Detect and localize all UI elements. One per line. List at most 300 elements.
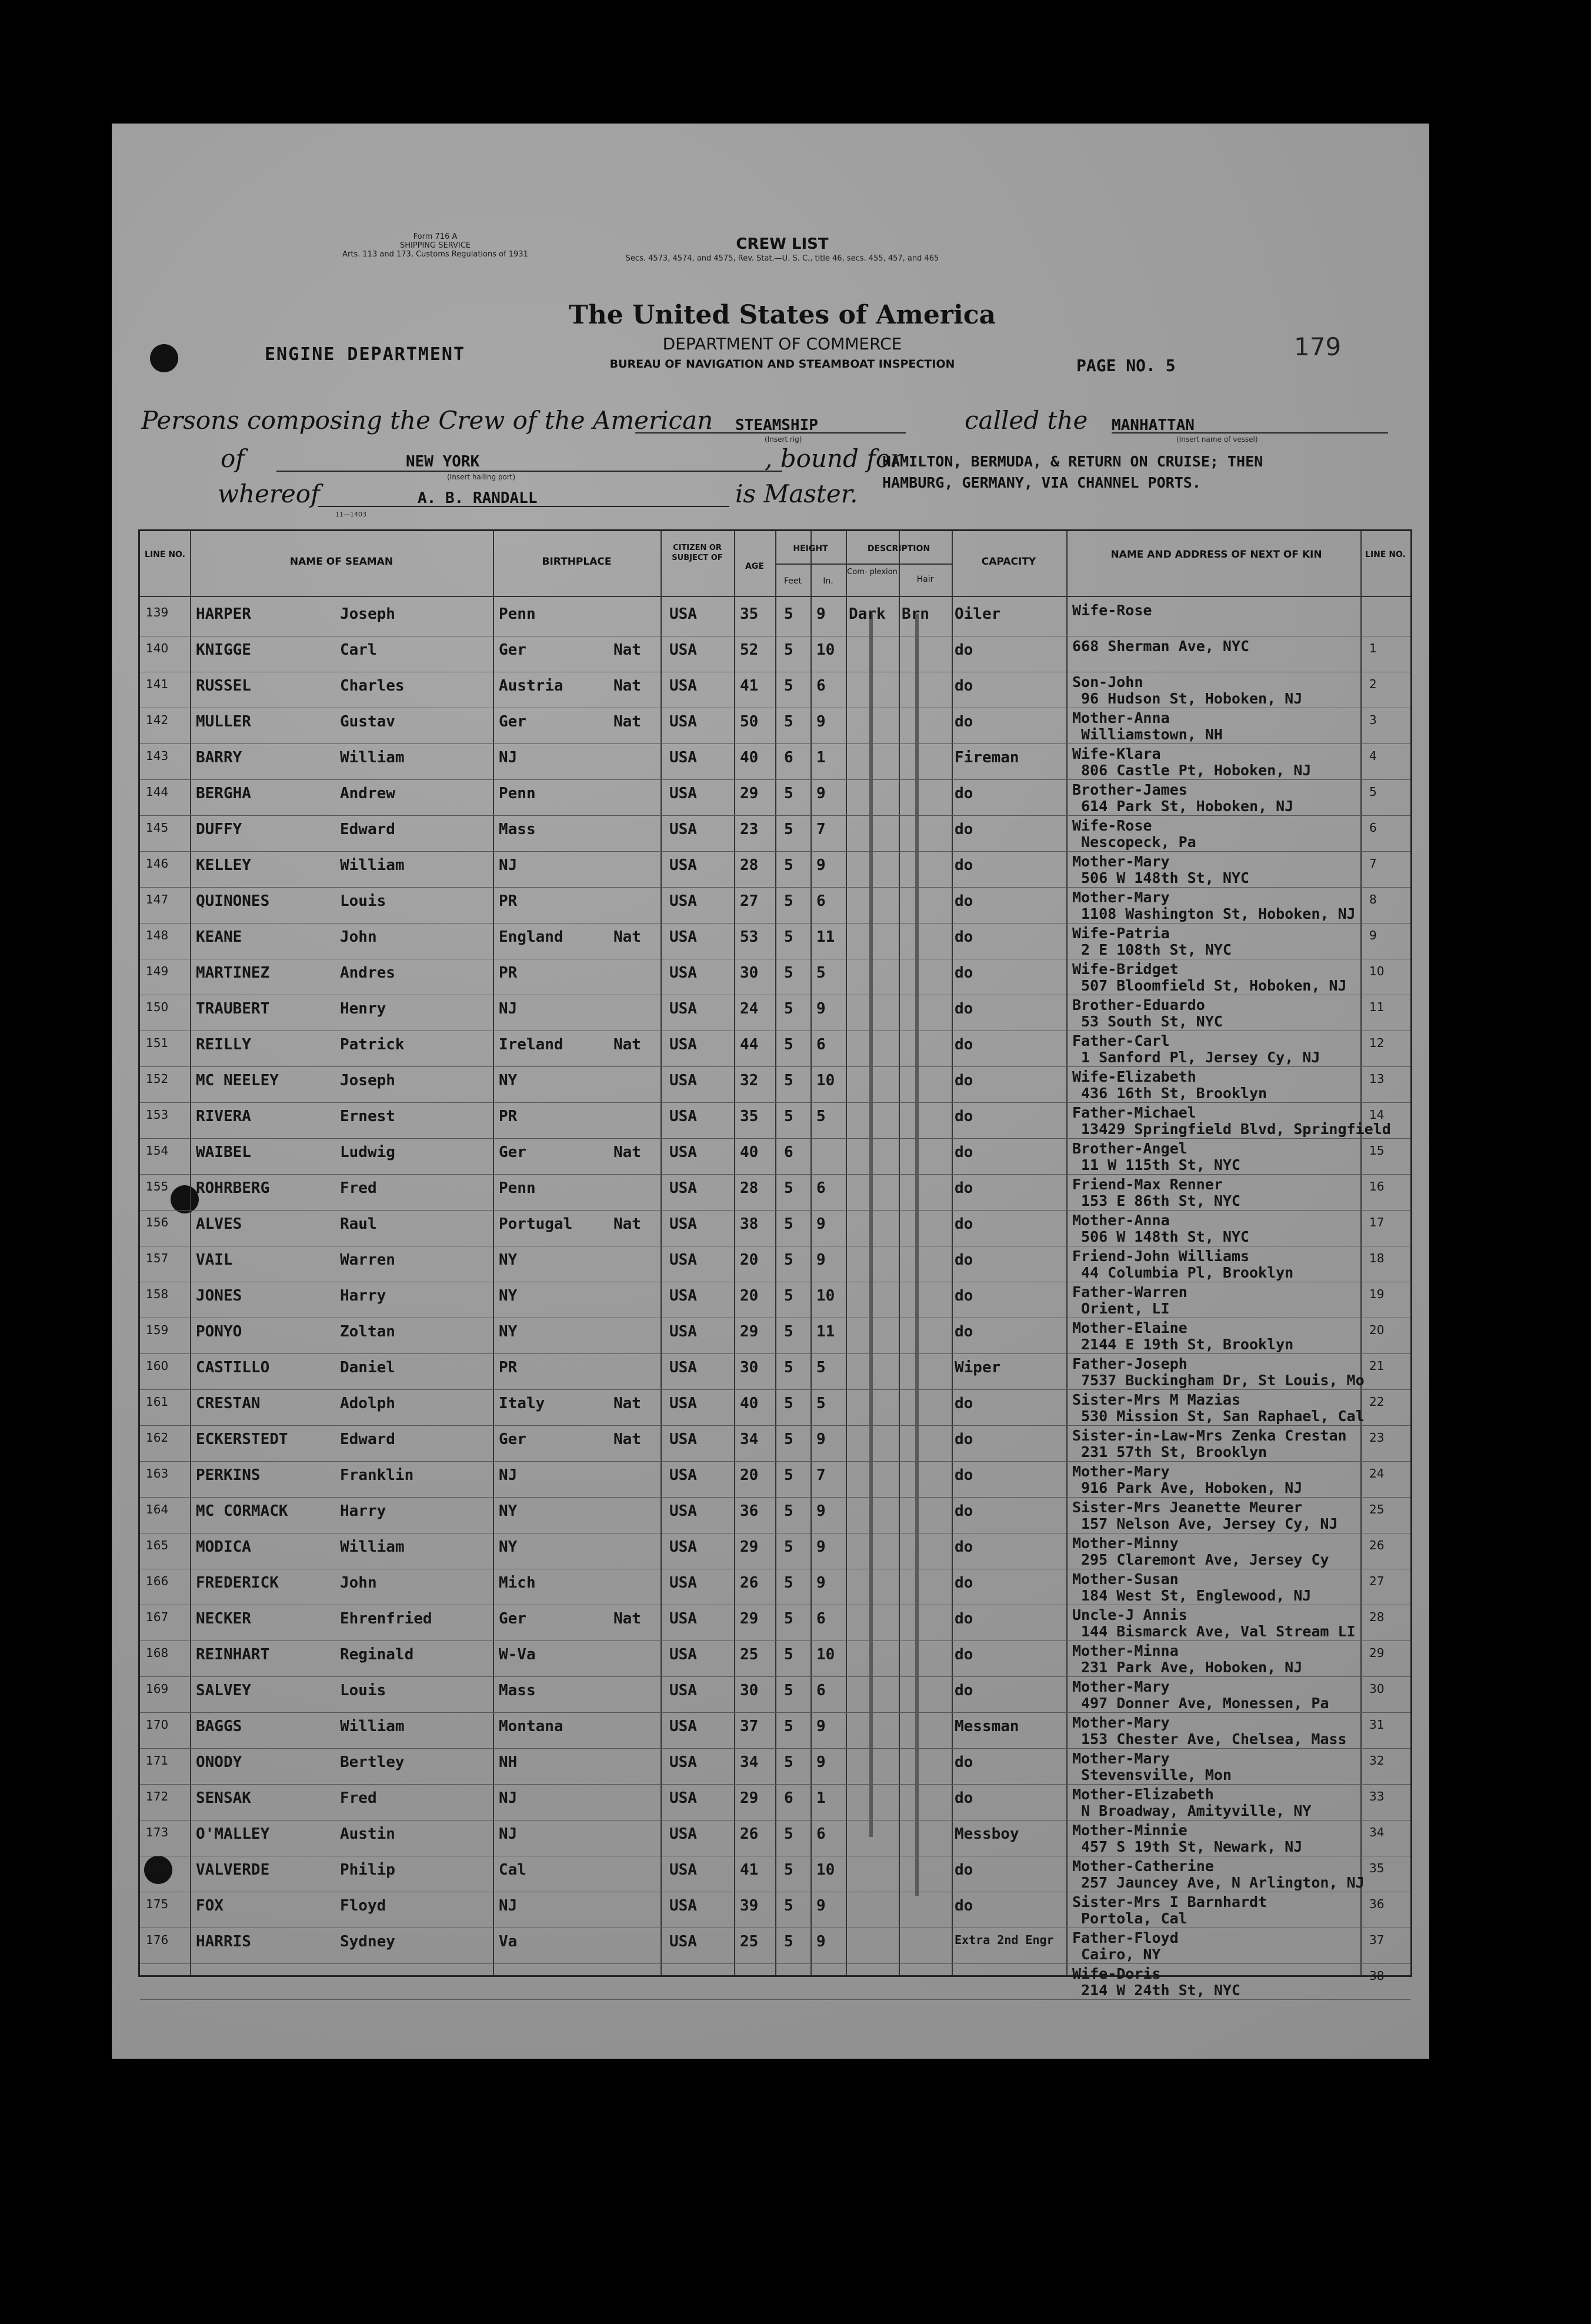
given-name: Ehrenfried	[340, 1610, 432, 1628]
surname: FREDERICK	[196, 1574, 279, 1592]
line-number-right: 13	[1369, 1072, 1385, 1086]
height-feet: 5	[784, 677, 793, 695]
next-of-kin-address: 436 16th St, Brooklyn	[1081, 1085, 1268, 1102]
next-of-kin-name: Mother-Mary	[1072, 1678, 1170, 1695]
height-inches: 5	[816, 1359, 826, 1376]
given-name: Gustav	[340, 713, 395, 731]
surname: KNIGGE	[196, 641, 251, 659]
capacity: do	[955, 1753, 973, 1771]
next-of-kin-name: Wife-Bridget	[1072, 961, 1179, 978]
surname: O'MALLEY	[196, 1825, 270, 1843]
table-row	[140, 636, 1410, 672]
height-feet: 5	[784, 1538, 793, 1556]
birthplace: PR	[499, 1359, 518, 1376]
col-height: HEIGHT	[793, 544, 828, 554]
height-feet: 5	[784, 1718, 793, 1735]
citizenship: USA	[669, 1861, 697, 1879]
line-number: 175	[146, 1897, 169, 1911]
height-inches: 1	[816, 1789, 826, 1807]
country-heading: The United States of America	[568, 300, 996, 330]
given-name: Harry	[340, 1502, 386, 1520]
height-inches: 10	[816, 1072, 835, 1089]
birthplace: NY	[499, 1538, 518, 1556]
table-row	[140, 1964, 1410, 2000]
citizenship: USA	[669, 641, 697, 659]
crew-list-title: CREW LIST	[736, 235, 829, 253]
birthplace: NY	[499, 1251, 518, 1269]
given-name: Sydney	[340, 1933, 395, 1950]
rig-hint: (Insert rig)	[765, 435, 802, 444]
surname: VALVERDE	[196, 1861, 270, 1879]
capacity: do	[955, 1072, 973, 1089]
age: 28	[740, 1179, 759, 1197]
punch-hole-top	[150, 344, 178, 372]
next-of-kin-address: 2144 E 19th St, Brooklyn	[1081, 1336, 1294, 1353]
capacity: do	[955, 1395, 973, 1412]
line-number-right: 23	[1369, 1431, 1385, 1445]
citizenship: USA	[669, 1108, 697, 1125]
next-of-kin-name: Mother-Mary	[1072, 853, 1170, 870]
given-name: Henry	[340, 1000, 386, 1018]
height-feet: 5	[784, 1108, 793, 1125]
capacity: Messman	[955, 1718, 1019, 1735]
capacity: do	[955, 1036, 973, 1053]
col-inches: In.	[823, 576, 833, 586]
line-number: 176	[146, 1933, 169, 1947]
crew-list-refs: Secs. 4573, 4574, and 4575, Rev. Stat.—U. S. C., title 46, secs. 455, 457, and 465	[625, 254, 939, 263]
next-of-kin-name: Father-Carl	[1072, 1032, 1170, 1049]
line-number: 144	[146, 785, 169, 799]
age: 38	[740, 1215, 759, 1233]
height-feet: 5	[784, 1466, 793, 1484]
citizenship: USA	[669, 1466, 697, 1484]
next-of-kin-address: 457 S 19th St, Newark, NJ	[1081, 1838, 1303, 1855]
given-name: Joseph	[340, 605, 395, 623]
table-row	[140, 1569, 1410, 1605]
next-of-kin-address: 144 Bismarck Ave, Val Stream LI	[1081, 1623, 1356, 1640]
height-feet: 5	[784, 1897, 793, 1915]
age: 52	[740, 641, 759, 659]
whereof-label: whereof	[218, 479, 320, 508]
line-number-right: 15	[1369, 1143, 1385, 1158]
next-of-kin-name: Father-Joseph	[1072, 1355, 1188, 1372]
port-value: NEW YORK	[406, 453, 480, 471]
naturalized: Nat	[613, 641, 641, 659]
next-of-kin-name: Sister-Mrs I Barnhardt	[1072, 1893, 1268, 1910]
age: 35	[740, 1108, 759, 1125]
next-of-kin-address: 153 E 86th St, NYC	[1081, 1192, 1240, 1209]
height-inches: 9	[816, 1753, 826, 1771]
height-feet: 5	[784, 1287, 793, 1305]
birthplace: NH	[499, 1753, 518, 1771]
birthplace: Mich	[499, 1574, 536, 1592]
birthplace: Penn	[499, 1179, 536, 1197]
line-number-right: 27	[1369, 1574, 1385, 1588]
birthplace: NJ	[499, 1897, 518, 1915]
capacity: Extra 2nd Engr	[955, 1933, 1054, 1947]
next-of-kin-name: Wife-Doris	[1072, 1965, 1161, 1982]
table-row	[140, 852, 1410, 888]
citizenship: USA	[669, 1072, 697, 1089]
birthplace: NJ	[499, 749, 518, 766]
given-name: Ernest	[340, 1108, 395, 1125]
height-inches: 9	[816, 1251, 826, 1269]
citizenship: USA	[669, 1143, 697, 1161]
line-number-right: 1	[1369, 641, 1377, 655]
next-of-kin-address: 231 Park Ave, Hoboken, NJ	[1081, 1659, 1303, 1676]
birthplace: Ger	[499, 641, 526, 659]
surname: MC NEELEY	[196, 1072, 279, 1089]
next-of-kin-name: Uncle-J Annis	[1072, 1606, 1188, 1623]
birthplace: NY	[499, 1502, 518, 1520]
birthplace: Va	[499, 1933, 518, 1950]
given-name: John	[340, 1574, 377, 1592]
table-row	[140, 1892, 1410, 1928]
line-number-right: 34	[1369, 1825, 1385, 1839]
citizenship: USA	[669, 856, 697, 874]
age: 24	[740, 1000, 759, 1018]
line-number: 149	[146, 964, 169, 978]
surname: HARRIS	[196, 1933, 251, 1950]
table-row	[140, 1426, 1410, 1462]
line-number-right: 10	[1369, 964, 1385, 978]
line-number: 162	[146, 1431, 169, 1445]
table-row	[140, 1498, 1410, 1533]
table-row	[140, 1139, 1410, 1175]
height-inches: 9	[816, 785, 826, 802]
birthplace: Austria	[499, 677, 563, 695]
surname: PONYO	[196, 1323, 242, 1341]
called-the-label: called the	[965, 406, 1088, 435]
given-name: John	[340, 928, 377, 946]
height-feet: 5	[784, 1072, 793, 1089]
height-inches: 6	[816, 892, 826, 910]
age: 28	[740, 856, 759, 874]
line-number-right: 31	[1369, 1718, 1385, 1732]
line-number-right: 20	[1369, 1323, 1385, 1337]
hair: Brn	[902, 605, 929, 623]
birthplace: Mass	[499, 821, 536, 838]
next-of-kin-name: Wife-Elizabeth	[1072, 1068, 1196, 1085]
line-number-right: 6	[1369, 821, 1377, 835]
birthplace: NY	[499, 1072, 518, 1089]
next-of-kin-name: Friend-John Williams	[1072, 1248, 1250, 1265]
description-subdivider	[846, 564, 952, 565]
port-line	[276, 471, 782, 472]
next-of-kin-address: N Broadway, Amityville, NY	[1081, 1802, 1312, 1819]
next-of-kin-address: 44 Columbia Pl, Brooklyn	[1081, 1264, 1294, 1281]
given-name: Raul	[340, 1215, 377, 1233]
capacity: do	[955, 1431, 973, 1448]
line-number-right: 22	[1369, 1395, 1385, 1409]
birthplace: NJ	[499, 1466, 518, 1484]
table-row	[140, 816, 1410, 852]
citizenship: USA	[669, 821, 697, 838]
given-name: William	[340, 1718, 405, 1735]
given-name: Reginald	[340, 1646, 414, 1663]
citizenship: USA	[669, 1646, 697, 1663]
height-inches: 6	[816, 1610, 826, 1628]
surname: VAIL	[196, 1251, 233, 1269]
line-number-right: 36	[1369, 1897, 1385, 1911]
surname: PERKINS	[196, 1466, 261, 1484]
next-of-kin-name: Mother-Mary	[1072, 889, 1170, 906]
next-of-kin-name: Wife-Rose	[1072, 817, 1152, 834]
birthplace: Ger	[499, 713, 526, 731]
height-feet: 5	[784, 964, 793, 982]
age: 20	[740, 1466, 759, 1484]
citizenship: USA	[669, 1682, 697, 1699]
col-line-no-right: LINE NO.	[1365, 550, 1406, 559]
birthplace: Ger	[499, 1431, 526, 1448]
height-inches: 10	[816, 641, 835, 659]
line-number: 153	[146, 1108, 169, 1122]
citizenship: USA	[669, 1179, 697, 1197]
line-number-right: 7	[1369, 856, 1377, 871]
given-name: William	[340, 749, 405, 766]
height-inches: 9	[816, 1431, 826, 1448]
line-number: 151	[146, 1036, 169, 1050]
birthplace: W-Va	[499, 1646, 536, 1663]
line-number-right: 37	[1369, 1933, 1385, 1947]
next-of-kin-name: Mother-Elaine	[1072, 1319, 1188, 1336]
line-number: 163	[146, 1466, 169, 1481]
given-name: Carl	[340, 641, 377, 659]
height-feet: 5	[784, 1179, 793, 1197]
citizenship: USA	[669, 677, 697, 695]
line-number: 172	[146, 1789, 169, 1803]
birthplace: Italy	[499, 1395, 545, 1412]
age: 25	[740, 1933, 759, 1950]
age: 25	[740, 1646, 759, 1663]
col-age: AGE	[745, 562, 764, 571]
surname: DUFFY	[196, 821, 242, 838]
naturalized: Nat	[613, 1036, 641, 1053]
capacity: do	[955, 1538, 973, 1556]
height-feet: 5	[784, 1861, 793, 1879]
next-of-kin-name: Father-Warren	[1072, 1283, 1188, 1301]
col-citizen: CITIZEN OR SUBJECT OF	[672, 544, 723, 562]
next-of-kin-address: 614 Park St, Hoboken, NJ	[1081, 798, 1294, 815]
next-of-kin-name: Father-Michael	[1072, 1104, 1196, 1121]
citizenship: USA	[669, 1574, 697, 1592]
height-inches: 5	[816, 964, 826, 982]
surname: MODICA	[196, 1538, 251, 1556]
table-row	[140, 1820, 1410, 1856]
next-of-kin-name: Brother-Angel	[1072, 1140, 1188, 1157]
height-feet: 6	[784, 1789, 793, 1807]
surname: MC CORMACK	[196, 1502, 288, 1520]
height-inches: 9	[816, 856, 826, 874]
table-row	[140, 1246, 1410, 1282]
capacity: do	[955, 1646, 973, 1663]
capacity: do	[955, 1251, 973, 1269]
surname: KELLEY	[196, 856, 251, 874]
table-row	[140, 1067, 1410, 1103]
height-feet: 5	[784, 1215, 793, 1233]
line-number-right: 11	[1369, 1000, 1385, 1014]
col-next-of-kin: NAME AND ADDRESS OF NEXT OF KIN	[1110, 549, 1322, 561]
naturalized: Nat	[613, 1215, 641, 1233]
age: 29	[740, 1323, 759, 1341]
height-feet: 5	[784, 1502, 793, 1520]
citizenship: USA	[669, 1753, 697, 1771]
birthplace: Mass	[499, 1682, 536, 1699]
height-feet: 5	[784, 928, 793, 946]
given-name: Fred	[340, 1179, 377, 1197]
birthplace: Portugal	[499, 1215, 573, 1233]
next-of-kin-name: Brother-Eduardo	[1072, 996, 1205, 1013]
next-of-kin-address: 1 Sanford Pl, Jersey Cy, NJ	[1081, 1049, 1320, 1066]
height-inches: 6	[816, 1036, 826, 1053]
capacity: do	[955, 892, 973, 910]
table-row	[140, 923, 1410, 959]
next-of-kin-name: Wife-Rose	[1072, 602, 1152, 619]
table-row	[140, 1282, 1410, 1318]
given-name: Joseph	[340, 1072, 395, 1089]
table-row	[140, 995, 1410, 1031]
next-of-kin-name: Mother-Minna	[1072, 1642, 1179, 1659]
handwritten-number: 179	[1294, 332, 1342, 361]
surname: HARPER	[196, 605, 251, 623]
given-name: Charles	[340, 677, 405, 695]
given-name: Andres	[340, 964, 395, 982]
age: 32	[740, 1072, 759, 1089]
next-of-kin-address: 806 Castle Pt, Hoboken, NJ	[1081, 762, 1312, 779]
age: 30	[740, 1359, 759, 1376]
naturalized: Nat	[613, 928, 641, 946]
given-name: Bertley	[340, 1753, 405, 1771]
line-number: 143	[146, 749, 169, 763]
line-number-right: 2	[1369, 677, 1377, 691]
next-of-kin-address: 497 Donner Ave, Monessen, Pa	[1081, 1695, 1329, 1712]
next-of-kin-name: Wife-Patria	[1072, 925, 1170, 942]
surname: ECKERSTEDT	[196, 1431, 288, 1448]
line-number: 140	[146, 641, 169, 655]
height-inches: 10	[816, 1646, 835, 1663]
age: 34	[740, 1753, 759, 1771]
col-hair: Hair	[916, 575, 934, 584]
given-name: Louis	[340, 1682, 386, 1699]
next-of-kin-address: 157 Nelson Ave, Jersey Cy, NJ	[1081, 1515, 1338, 1532]
table-row	[140, 1677, 1410, 1713]
capacity: do	[955, 1574, 973, 1592]
surname: TRAUBERT	[196, 1000, 270, 1018]
line-number-right: 30	[1369, 1682, 1385, 1696]
height-inches: 9	[816, 605, 826, 623]
citizenship: USA	[669, 1610, 697, 1628]
capacity: do	[955, 1108, 973, 1125]
table-row	[140, 1462, 1410, 1498]
naturalized: Nat	[613, 1143, 641, 1161]
age: 26	[740, 1825, 759, 1843]
col-feet: Feet	[783, 576, 802, 586]
next-of-kin-address: Stevensville, Mon	[1081, 1766, 1232, 1783]
age: 44	[740, 1036, 759, 1053]
table-row	[140, 601, 1410, 636]
age: 20	[740, 1251, 759, 1269]
citizenship: USA	[669, 928, 697, 946]
col-birthplace: BIRTHPLACE	[542, 556, 612, 568]
page-number: PAGE NO. 5	[1076, 356, 1176, 375]
line-number: 161	[146, 1395, 169, 1409]
age: 30	[740, 964, 759, 982]
line-number: 145	[146, 821, 169, 835]
line-number: 171	[146, 1753, 169, 1768]
line-number: 168	[146, 1646, 169, 1660]
is-master-label: is Master.	[735, 479, 858, 508]
line-number: 139	[146, 605, 169, 619]
naturalized: Nat	[613, 1431, 641, 1448]
form-id-line: Form 716 A	[413, 232, 458, 241]
next-of-kin-name: Mother-Minny	[1072, 1535, 1179, 1552]
birthplace: Cal	[499, 1861, 526, 1879]
line-number-right: 16	[1369, 1179, 1385, 1193]
table-row	[140, 1175, 1410, 1211]
citizenship: USA	[669, 1718, 697, 1735]
crew-table	[138, 529, 1412, 1999]
height-feet: 5	[784, 1825, 793, 1843]
citizenship: USA	[669, 713, 697, 731]
age: 34	[740, 1431, 759, 1448]
line-number: 155	[146, 1179, 169, 1193]
line-number: 165	[146, 1538, 169, 1552]
line-number: 150	[146, 1000, 169, 1014]
line-number: 167	[146, 1610, 169, 1624]
given-name: Edward	[340, 1431, 395, 1448]
line-number: 170	[146, 1718, 169, 1732]
table-row	[140, 1856, 1410, 1892]
line-number-right: 28	[1369, 1610, 1385, 1624]
citizenship: USA	[669, 1359, 697, 1376]
citizenship: USA	[669, 1825, 697, 1843]
birthplace: Penn	[499, 785, 536, 802]
col-line-no: LINE NO.	[145, 550, 185, 559]
bureau-heading: BUREAU OF NAVIGATION AND STEAMBOAT INSPECTION	[609, 358, 955, 371]
next-of-kin-name: Mother-Mary	[1072, 1750, 1170, 1767]
citizenship: USA	[669, 749, 697, 766]
line-number-right: 21	[1369, 1359, 1385, 1373]
naturalized: Nat	[613, 713, 641, 731]
table-row	[140, 959, 1410, 995]
height-feet: 5	[784, 1395, 793, 1412]
height-inches: 9	[816, 713, 826, 731]
capacity: do	[955, 1861, 973, 1879]
next-of-kin-address: 214 W 24th St, NYC	[1081, 1982, 1240, 1999]
citizenship: USA	[669, 1502, 697, 1520]
next-of-kin-address: 53 South St, NYC	[1081, 1013, 1223, 1030]
next-of-kin-name: Friend-Max Renner	[1072, 1176, 1223, 1193]
next-of-kin-address: 11 W 115th St, NYC	[1081, 1156, 1240, 1173]
given-name: Warren	[340, 1251, 395, 1269]
age: 35	[740, 605, 759, 623]
of-label: of	[221, 444, 245, 473]
next-of-kin-address: 2 E 108th St, NYC	[1081, 941, 1232, 958]
age: 37	[740, 1718, 759, 1735]
citizenship: USA	[669, 892, 697, 910]
capacity: do	[955, 1897, 973, 1915]
vessel-hint: (Insert name of vessel)	[1176, 435, 1258, 444]
surname: BAGGS	[196, 1718, 242, 1735]
surname: CASTILLO	[196, 1359, 270, 1376]
line-number-right: 17	[1369, 1215, 1385, 1229]
table-row	[140, 1211, 1410, 1246]
birthplace: Penn	[499, 605, 536, 623]
height-feet: 6	[784, 749, 793, 766]
table-row	[140, 1641, 1410, 1677]
capacity: do	[955, 1143, 973, 1161]
surname: BERGHA	[196, 785, 251, 802]
